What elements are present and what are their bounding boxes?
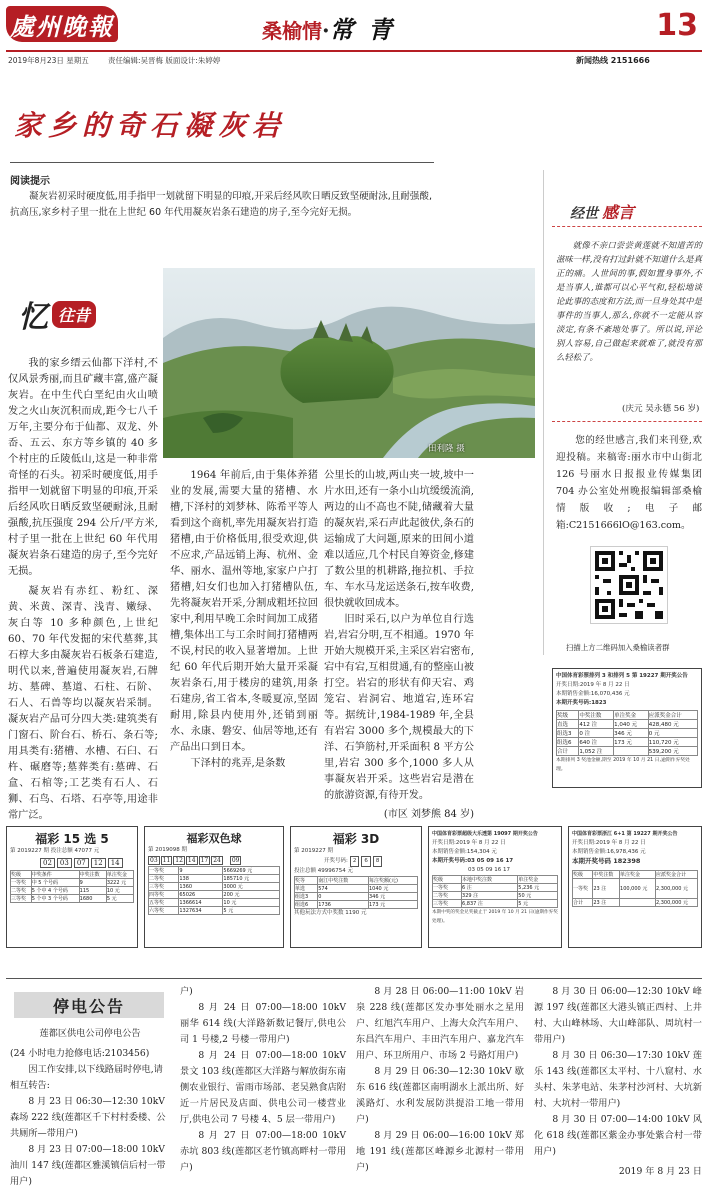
pl3-c11: 0 注 — [579, 729, 614, 738]
b1: 中奖条件 — [31, 871, 79, 879]
side-column-logo — [570, 200, 634, 223]
box2-num: 17 — [200, 857, 209, 864]
column-logo-yiwangxi — [18, 292, 96, 336]
b5: 2,300,000 元 — [655, 899, 697, 907]
side-divider — [543, 170, 544, 655]
b3: 0 — [318, 893, 369, 901]
pl3-c00: 直选 — [557, 720, 579, 729]
box1-num: 07 — [74, 858, 89, 868]
notice-item: 8 月 23 日 07:00—18:00 10kV 油川 147 线(莲都区雅溪镇信后村一带用户) — [10, 1144, 166, 1187]
box2-num: 11 — [162, 857, 171, 864]
column-logo-a: 忆 — [18, 300, 48, 335]
box5-draw: 本期开奖号码 182398 — [572, 857, 641, 865]
pl3-c22: 173 元 — [614, 738, 649, 747]
b5: 中奖注数 — [593, 871, 620, 879]
notice-rule — [6, 978, 702, 979]
article-col3-para2: 旧时采石,以户为单位自行选岩,岩宕分明,互不相通。1970 年开始大规模开采,主采区岩宕密布,宕中有宕,互相贯通,有的整座山被打空。岩宕的形状有仰天宕、鸡笼宕、岩洞宕、地道宕,连环宕等。据统计,1984-1989 年,全县有岩宕 3000 多个,规模最大的下洋、石笋筋村,开采面积 8 平方公里,岩宕 300 多个,1000 多人从事凝灰岩开采。这些岩宕是潜在的旅游资源,有待开发。 — [324, 614, 474, 801]
b2: 65026 — [179, 891, 223, 899]
box5-sales: 本期销售金额:16,978,436 元 — [572, 849, 646, 855]
headline-rule — [10, 162, 434, 163]
b2: 二等奖 — [149, 875, 179, 883]
b1: 单注奖金 — [106, 871, 133, 879]
box2-numbers — [148, 856, 280, 865]
qr-caption: 扫描上方二维码加入桑榆读者群 — [566, 643, 670, 652]
b2: 1366614 — [179, 899, 223, 907]
notice-subtitle: 莲都区供电公司停电公告 — [39, 1028, 141, 1039]
box2-table — [148, 866, 280, 915]
side-logo-b: 感言 — [602, 203, 635, 222]
b1: 5 个中 3 个号码 — [31, 895, 79, 903]
b2: 四等奖 — [149, 891, 179, 899]
intro-text: 凝灰岩初采时硬度低,用手指甲一划就留下明显的印痕,开采后经风吹日晒反致坚硬耐泳,且耐强酸,抗高压,家乡村子里一批在上世纪 60 年代用凝灰岩条石建造的房子,至今完好无损。 — [10, 191, 432, 218]
pl3-c32 — [614, 747, 649, 756]
notice-date: 2019 年 8 月 23 日 — [618, 1166, 702, 1177]
notice-title-box — [14, 992, 164, 1018]
lottery-row — [6, 826, 702, 950]
box1-table — [10, 870, 134, 903]
b3: 346 元 — [369, 893, 418, 901]
pl3-line2: 本期销售金额:16,070,436 元 — [556, 691, 630, 697]
b5: 应派奖金合计 — [655, 871, 697, 879]
b2: 9 — [179, 867, 223, 875]
b2: 五等奖 — [149, 899, 179, 907]
box3-num: 2 — [350, 856, 360, 867]
paper-name-logo — [6, 6, 118, 42]
b3: 1736 — [318, 901, 369, 909]
box4-date: 开奖日期:2019 年 8 月 22 日 — [432, 840, 506, 846]
b4: 二等奖 — [433, 892, 462, 900]
b2: 六等奖 — [149, 907, 179, 915]
landscape-photo — [163, 268, 535, 458]
box2-title: 福彩双色球 — [186, 832, 242, 845]
column-logo-b: 往昔 — [52, 301, 96, 328]
side-logo-a: 经世 — [570, 206, 598, 222]
box4-title: 中国体育彩票超级大乐透第 19097 期开奖公告 — [432, 831, 538, 837]
pl3-c23: 110,720 元 — [648, 738, 697, 747]
box1-issue-text: 第 2019227 期 — [10, 848, 49, 854]
pl3-c30: 合计 — [557, 747, 579, 756]
box3-issue: 第 2019227 期 — [294, 848, 333, 854]
byline: (市区 刘梦熊 84 岁) — [383, 809, 474, 820]
box3-draw-label: 开奖号码: — [324, 858, 348, 864]
b4: 一等奖 — [433, 884, 462, 892]
b5: 单注奖金 — [620, 871, 656, 879]
pl3-table — [556, 710, 698, 756]
box3-title: 福彩 3D — [332, 832, 380, 846]
b1: 5 元 — [106, 895, 133, 903]
notice-item: 8 月 29 日 06:00—16:00 10kV 郑地 191 线(莲都区峰源乡北源村一带用户) — [356, 1130, 524, 1173]
notice-item: 8 月 28 日 06:00—11:00 10kV 岩泉 228 线(莲都区发办事处丽水之星用户、红旭汽车用户、上海大众汽车用户、东昌汽车用户、丰田汽车用户、嘉龙汽车用户、环卫所用户、市场 2 号路灯用户) — [356, 986, 524, 1061]
b5 — [620, 899, 656, 907]
b2: 一等奖 — [149, 867, 179, 875]
b1: 10 元 — [106, 887, 133, 895]
b1: 中 5 个号码 — [31, 879, 79, 887]
paper-name: 處州晚報 — [10, 11, 114, 41]
box4-draw-nums: 03 05 09 16 17 — [467, 858, 514, 864]
masthead-rule — [6, 50, 702, 52]
photo-credit: 田利隆 摄 — [428, 444, 465, 454]
notice-title: 停电公告 — [52, 996, 125, 1016]
notice-item: 8 月 27 日 07:00—18:00 10kV 赤坑 803 线(莲都区老竹镇高畔村一带用户) — [180, 1130, 346, 1173]
b4: 5,236 元 — [518, 884, 558, 892]
box5-date: 开奖日期:2019 年 8 月 22 日 — [572, 840, 646, 846]
pl3-h1: 中奖注数 — [579, 711, 614, 720]
box4-footer: 本期中奖的奖金兑奖截止于 2019 年 10 月 21 日(逾期作弃奖处理)。 — [432, 910, 558, 924]
intro-label: 阅读提示 — [10, 176, 50, 187]
b3: 奖等 — [295, 877, 318, 885]
box1-title: 福彩 15 选 5 — [35, 832, 109, 846]
box4-sales: 本期销售金额:154,304 元 — [432, 849, 497, 855]
section-title-b: 常 青 — [329, 15, 396, 44]
b4: 本地中奖注数 — [462, 876, 518, 884]
b2: 185710 元 — [223, 875, 280, 883]
b3: 南江中奖注数 — [318, 877, 369, 885]
notice-col2 — [180, 984, 346, 1176]
pl3-h0: 奖级 — [557, 711, 579, 720]
b1: 9 — [79, 879, 106, 887]
article-col2-para2: 下泽村的兆弄,是条数 — [190, 758, 286, 769]
pl3-c20: 组选6 — [557, 738, 579, 747]
b1: 三等奖 — [11, 895, 32, 903]
section-dot: · — [322, 18, 330, 44]
notice-item: 8 月 30 日 06:30—17:30 10kV 莲乐 143 线(莲都区太平村、十八窟村、水头村、朱茅电站、朱茅村沙河村、大坑新村、大坑村一带用户) — [534, 1050, 702, 1109]
lottery-pl3-box — [552, 668, 702, 788]
article-col1-para1: 我的家乡缙云仙都下洋村,不仅风景秀丽,而且矿藏丰富,盛产凝灰岩。在中生代白垩纪由火山喷发之火山灰沉积而成,距今七八千万年,主要分布于仙都、双龙、外岙、五云、东方等乡镇的 40 多个村庄的丘陵低山,这是一种非常奇怪的石头。初采时硬度低,用手指甲一划就留下明显的印痕,开采后经风吹日晒反致坚硬耐泳,且耐强酸,抗压强度 294 公斤/平方米,村子里一批在上世纪 60 年代用凝灰岩条石建造的房子,至今完好无损。 — [8, 358, 158, 577]
pl3-c12: 346 元 — [614, 729, 649, 738]
lottery-box-3d — [290, 826, 422, 948]
editors: 责任编辑:吴晋梅 版面设计:朱婷婷 — [108, 56, 221, 65]
box2-num: 14 — [187, 857, 196, 864]
hotline-number: 2151666 — [610, 56, 650, 65]
pl3-c33: 539,200 元 — [648, 747, 697, 756]
b3: 1040 元 — [369, 885, 418, 893]
b2: 3000 元 — [223, 883, 280, 891]
b1: 二等奖 — [11, 887, 32, 895]
b3: 组选6 — [295, 901, 318, 909]
b1: 1680 — [79, 895, 106, 903]
box3-num: 6 — [361, 856, 371, 867]
b2: 138 — [179, 875, 223, 883]
pl3-c31: 1,052 注 — [579, 747, 614, 756]
b1: 115 — [79, 887, 106, 895]
box5-title: 中国体育彩票浙江 6+1 第 19227 期开奖公告 — [572, 831, 678, 837]
notice-item: 8 月 30 日 07:00—14:00 10kV 风化 618 线(莲都区紫金办事处紫合村一带用户) — [534, 1114, 702, 1157]
pl3-c02: 1,040 元 — [614, 720, 649, 729]
b1: 5 个中 4 个号码 — [31, 887, 79, 895]
b1: 中奖注数 — [79, 871, 106, 879]
hotline-label: 新闻热线 — [576, 56, 608, 65]
b2: 三等奖 — [149, 883, 179, 891]
box2-num: 12 — [175, 857, 183, 864]
box5-table — [572, 870, 698, 907]
b3: 组选3 — [295, 893, 318, 901]
b2: 200 元 — [223, 891, 280, 899]
box4-table — [432, 875, 558, 908]
b4: 单注奖金 — [518, 876, 558, 884]
b3: 每注奖额(元) — [369, 877, 418, 885]
notice-item: 8 月 24 日 07:00—18:00 10kV 景文 103 线(莲都区大洋路与解放街东南侧农业银行、雷雨市场部、老吴熟食店附近一片居民及店面、供电公司一楼营业厅,供电公司 7 号楼 4、5 层一带用户) — [180, 1050, 346, 1125]
b2: 1327634 — [179, 907, 223, 915]
b5: 合计 — [573, 899, 593, 907]
pl3-footer: 本期排列 3 奖池金额,期至 2019 年 10 月 21 日,逾期作弃奖处理。 — [556, 758, 690, 772]
box2-num: 03 — [150, 857, 158, 864]
qr-code[interactable] — [590, 546, 668, 624]
box1-num: 12 — [91, 858, 106, 868]
b1: 奖级 — [11, 871, 32, 879]
pl3-c01: 412 注 — [579, 720, 614, 729]
article-col2 — [170, 468, 318, 772]
article-col3-para1: 公里长的山坡,两山夹一坡,坡中一片水田,还有一条小山坑缓缓流淌,两边的山不高也不陡,储藏着大量的凝灰岩,采石声此起彼伏,条石的运输成了大问题,原来的田间小道难以适应,几个村民自筹资金,修建了数公里的机耕路,拖拉机、手拉车、车水马龙运送条石,按车收费,很快就收回成本。 — [324, 470, 474, 609]
box1-issue — [10, 847, 134, 856]
notice-col3 — [356, 984, 524, 1176]
notice-item: 8 月 23 日 06:30—12:30 10kV 森场 222 线(莲都区千下村村委楼、公共厕所—带用户) — [10, 1096, 166, 1139]
box3-pool: 投注总额 49996754 元 — [294, 868, 353, 874]
notice-intro: 因工作安排,以下线路届时停电,请相互转告: — [10, 1064, 163, 1091]
b5: 100,000 元 — [620, 879, 656, 899]
b4: 6,837 注 — [462, 900, 518, 908]
lottery-box-15x5 — [6, 826, 138, 948]
section-title-a: 桑榆情 — [262, 19, 322, 43]
qr-code-graphic — [591, 547, 667, 623]
pl3-c03: 428,480 元 — [648, 720, 697, 729]
pl3-c13: 0 元 — [648, 729, 697, 738]
pl3-c10: 组选3 — [557, 729, 579, 738]
b5: 一等奖 — [573, 879, 593, 899]
notice-col1 — [10, 1026, 170, 1190]
b3: 173 元 — [369, 901, 418, 909]
b5: 2,300,000 元 — [655, 879, 697, 899]
pl3-h3: 应派奖金合计 — [648, 711, 697, 720]
box3-num: 8 — [373, 856, 383, 867]
box1-num: 02 — [40, 858, 55, 868]
b2: 1360 — [179, 883, 223, 891]
b4: 三等奖 — [433, 900, 462, 908]
box3-draw — [324, 856, 418, 867]
side-quote: 就像不亲口尝尝黄莲就不知道苦的滋味一样,没有打过針就不知道什么是真正的痛。人世间的事,假如置身事外,不是当事人,谁都可以心平气和,轻松地谈论此事的态度和方法,而一旦身处其中是事件的当事人,那么,你就不一定能从容淡定,有条不紊地处事了。所以说,评论别人容易,自己做起来就难了,就没有那么轻松了。 — [556, 240, 702, 362]
notice-item: 户) — [180, 986, 193, 997]
b3: 574 — [318, 885, 369, 893]
box4-draw-label: 本期开奖号码: — [432, 858, 468, 864]
article-col1 — [8, 356, 158, 824]
b4: 329 注 — [462, 892, 518, 900]
article-col2-para1: 1964 年前后,由于集体养猪业的发展,需要大量的猪槽、水槽,下泽村的刘梦林、陈希平等人看到这个商机,率先用凝灰岩打造猪槽,由于价格低用,很受欢迎,供不应求,产品远销上海、杭州、金华、丽水、温州等地,家家户户打猪槽,妇女们也加入打猪槽队伍,先将凝灰岩开采,分割成粗坯拉回家中,利用早晚工余时间加工成猪槽,集体出工与工余时间打猪槽两不误,村民的收入显著增加。上世纪 60 年代后期开始大量开采凝灰岩条石,用于楼房的建筑,用条石建房,省工省本,冬暖夏凉,坚固耐用,除县内使用外,还销到丽水、永康、磐安、仙居等地,还有产品出口到日本。 — [170, 470, 318, 753]
b2: 10 元 — [223, 899, 280, 907]
b2: 5 元 — [223, 907, 280, 915]
masthead — [0, 0, 708, 72]
side-call-text: 您的经世感言,我们来刊登,欢迎投稿。来稿寄:丽水市中山街北 126 号丽水日报报业传媒集团 704 办公室处州晚报编辑部桑榆情版收;电子邮箱:C2151666lO@163.com。 — [556, 435, 702, 531]
box4-draw — [432, 857, 558, 866]
headline: 家乡的奇石凝灰岩 — [14, 109, 287, 142]
box1-num: 14 — [108, 858, 123, 868]
hotline — [576, 55, 650, 66]
notice-col4 — [534, 984, 702, 1180]
b4: 5 元 — [518, 900, 558, 908]
box1-numbers — [40, 858, 134, 868]
box2-issue: 第 2019098 期 — [148, 847, 187, 853]
section-title — [262, 10, 395, 44]
box2-num: 24 — [213, 857, 221, 864]
article-col3 — [324, 468, 474, 820]
b1: 3222 元 — [106, 879, 133, 887]
b5: 奖级 — [573, 871, 593, 879]
page-number: 13 — [656, 8, 698, 43]
notice-item: 8 月 24 日 07:00—18:00 10kV 丽华 614 线(大洋路新数记餐厅,供电公司 1 号楼,2 号楼一带用户) — [180, 1002, 346, 1045]
pl3-title: 中国体育彩票排列 3 和排列 5 第 19227 期开奖公告 — [556, 673, 688, 679]
pl3-draw: 本期开奖号码:1823 — [556, 700, 607, 706]
pl3-c21: 640 注 — [579, 738, 614, 747]
box3-table — [294, 876, 418, 909]
b3: 单选 — [295, 885, 318, 893]
notice-item: 8 月 29 日 06:30—12:30 10kV 歇东 616 线(莲都区南明湖水上派出所、好溪路灯、水利发展防洪提沿工地一带用户) — [356, 1066, 524, 1125]
side-quote-author: (庆元 吴永德 56 岁) — [622, 404, 700, 414]
landscape-photo-graphic — [163, 268, 535, 458]
date-line: 2019年8月23日 星期五 — [8, 56, 89, 65]
notice-hotline: (24 小时电力抢修电话:2103456) — [10, 1048, 150, 1059]
b5: 23 注 — [593, 879, 620, 899]
pl3-line1: 开奖日期:2019 年 8 月 22 日 — [556, 682, 630, 688]
box1-sales: 投注总额 47077 元 — [50, 848, 100, 854]
pl3-h2: 单注奖金 — [614, 711, 649, 720]
box3-footer: 其他玩法方式中奖数 1190 元 — [294, 910, 367, 916]
box4-draw2: 03 05 09 16 17 — [468, 867, 510, 873]
article-col1-para2: 凝灰岩有赤红、粉红、深黄、米黄、深青、浅青、嫩绿、灰白等 10 多种颜色,上世纪 60、70 年代发掘的宋代墓葬,其石椁大多由凝灰岩石板条石建造,明代以来,普遍使用凝灰岩,石牌坊、墓碑、墓道、石柱、石阶、石人、石兽等均以凝灰岩采制。凝灰岩产品可分四大类:建筑类有门窗石、阶台石、桥石、条石等;用具类有:猪槽、水槽、石臼、石杵、碾磨等;墓葬类有:墓碑、石盒、石棺等;工艺类有石人、石狮、石鸟、石塔、石亭等,用途非常广泛。 — [8, 586, 158, 821]
b4: 50 元 — [518, 892, 558, 900]
notice-item: 8 月 30 日 06:00—12:30 10kV 峰源 197 线(莲都区大港头镇正西村、上井村、大山峰林场、大山峰部队、周坑村一带用户) — [534, 986, 702, 1045]
b4: 奖级 — [433, 876, 462, 884]
lottery-box-ssq — [144, 826, 284, 948]
box1-num: 03 — [57, 858, 72, 868]
b2: 5669269 元 — [223, 867, 280, 875]
b1: 一等奖 — [11, 879, 32, 887]
b4: 6 注 — [462, 884, 518, 892]
lottery-box-dlt — [428, 826, 562, 948]
lottery-box-6plus1 — [568, 826, 702, 948]
box2-blue: 09 — [231, 857, 240, 864]
b5: 23 注 — [593, 899, 620, 907]
